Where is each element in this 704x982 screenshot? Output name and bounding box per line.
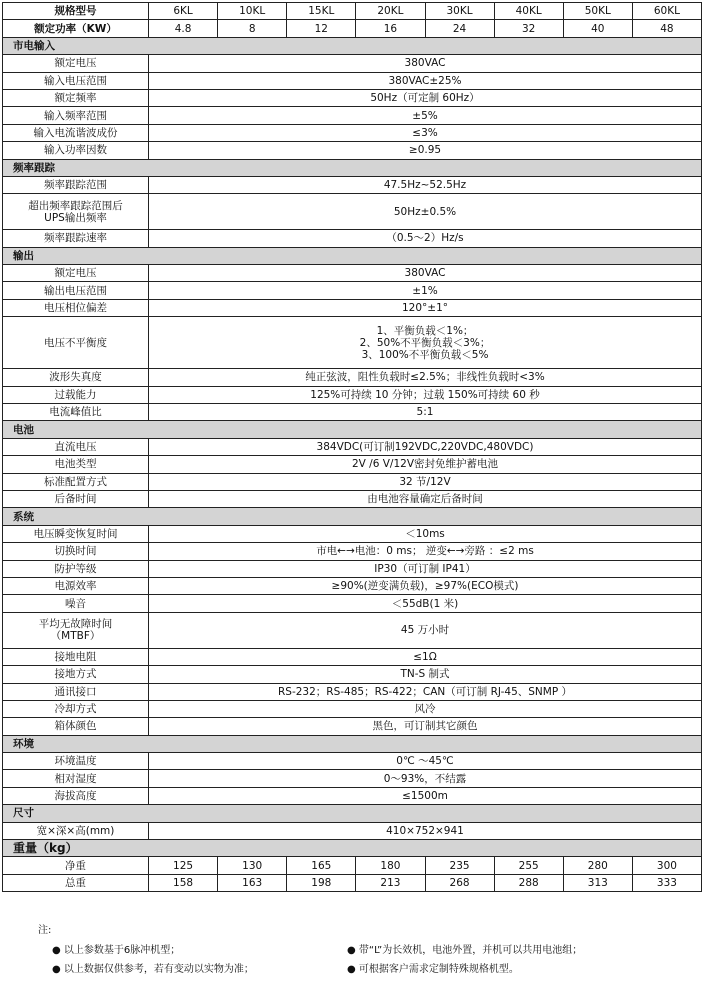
spec-label: 海拔高度 [3,787,149,804]
power-label: 额定功率（KW） [3,20,149,37]
section-title: 重量（kg） [3,840,702,857]
row-std_config [3,473,702,490]
section-title: 系统 [3,508,702,525]
row-humidity [3,770,702,787]
spec-label: 输出电压范围 [3,282,149,299]
model-cell: 30KL [425,3,494,20]
notes-left [52,944,254,982]
spec-label: 额定频率 [3,89,149,106]
spec-label: 后备时间 [3,490,149,507]
section-weight [3,840,702,857]
model-cell: 60KL [632,3,701,20]
row-battery_type [3,456,702,473]
spec-value: RS-232；RS-485；RS-422；CAN（可订制 RJ-45、SNMP ） [149,683,702,700]
power-cell: 32 [494,20,563,37]
row-cooling [3,700,702,717]
spec-value: 黑色，可订制其它颜色 [149,718,702,735]
spec-label: 接地方式 [3,666,149,683]
spec-label: 冷却方式 [3,700,149,717]
spec-label: 噪音 [3,595,149,612]
section-title: 市电输入 [3,37,702,54]
row-overload [3,386,702,403]
spec-label: 箱体颜色 [3,718,149,735]
spec-value: 32 节/12V [149,473,702,490]
model-cell: 15KL [287,3,356,20]
spec-label-line: （MTBF） [50,630,101,643]
weight-cell: 255 [494,857,563,874]
spec-value [149,317,702,369]
row-input_voltage_range [3,72,702,89]
power-cell: 48 [632,20,701,37]
section-output [3,247,702,264]
section-title: 尺寸 [3,805,702,822]
row-input_thd [3,124,702,141]
spec-label: 输入电压范围 [3,72,149,89]
row-transient_recovery [3,525,702,542]
section-title: 输出 [3,247,702,264]
row-gross_weight [3,874,702,891]
row-ups_out_freq [3,194,702,230]
spec-value: TN-S 制式 [149,666,702,683]
power-cell: 24 [425,20,494,37]
spec-label-line: 超出频率跟踪范围后 [28,199,123,212]
spec-label: 电压相位偏差 [3,299,149,316]
spec-value: 380VAC±25% [149,72,702,89]
power-cell: 8 [218,20,287,37]
note-item: ● 以上数据仅供参考，若有变动以实物为准； [52,964,254,975]
spec-value-line: 1、平衡负载＜1%； [376,324,474,337]
bullet-icon: ● [52,945,61,956]
row-dimensions [3,822,702,839]
spec-label: 电压瞬变恢复时间 [3,525,149,542]
notes-title: 注: [38,925,52,936]
spec-value: 380VAC [149,265,702,282]
section-freq [3,159,702,176]
spec-label [3,194,149,230]
row-grounding [3,666,702,683]
spec-value: 0℃ ～45℃ [149,753,702,770]
spec-label: 防护等级 [3,560,149,577]
spec-label-line: UPS输出频率 [44,211,107,224]
spec-value: ≤3% [149,124,702,141]
spec-value: 2V /6 V/12V密封免维护蓄电池 [149,456,702,473]
weight-cell: 268 [425,874,494,891]
row-model [3,3,702,20]
spec-label: 输入功率因数 [3,142,149,159]
spec-label-line: 平均无故障时间 [38,618,113,631]
spec-label: 频率跟踪范围 [3,176,149,193]
section-size [3,805,702,822]
row-color [3,718,702,735]
spec-label [3,612,149,648]
spec-value: 120°±1° [149,299,702,316]
row-input_freq_range [3,107,702,124]
spec-value: 0～93%，不结露 [149,770,702,787]
row-rated_freq [3,89,702,106]
spec-label: 电压不平衡度 [3,317,149,369]
spec-value: 由电池容量确定后备时间 [149,490,702,507]
section-title: 环境 [3,735,702,752]
spec-value: ≤1500m [149,787,702,804]
weight-cell: 163 [218,874,287,891]
spec-value: 45 万小时 [149,612,702,648]
note-item: ● 以上参数基于6脉冲机型； [52,945,181,956]
spec-label: 频率跟踪速率 [3,230,149,247]
model-cell: 6KL [149,3,218,20]
row-phase_offset [3,299,702,316]
row-transfer_time [3,543,702,560]
row-waveform_thd [3,369,702,386]
row-altitude [3,787,702,804]
model-cell: 10KL [218,3,287,20]
weight-cell: 130 [218,857,287,874]
spec-label: 相对湿度 [3,770,149,787]
model-label: 规格型号 [3,3,149,20]
row-rated_voltage [3,55,702,72]
weight-cell: 288 [494,874,563,891]
power-cell: 4.8 [149,20,218,37]
spec-label: 切换时间 [3,543,149,560]
row-ground_resistance [3,648,702,665]
spec-value-line: 2、50%不平衡负载＜3%； [359,336,491,349]
row-freq_track_rate [3,230,702,247]
power-cell: 40 [563,20,632,37]
spec-label: 环境温度 [3,753,149,770]
row-freq_track_range [3,176,702,193]
spec-value: ±1% [149,282,702,299]
spec-label: 波形失真度 [3,369,149,386]
spec-value: 380VAC [149,55,702,72]
row-noise [3,595,702,612]
spec-label: 电流峰值比 [3,404,149,421]
notes-right [347,944,582,982]
spec-value: 纯正弦波，阻性负载时≤2.5%；非线性负载时<3% [149,369,702,386]
spec-value: ±5% [149,107,702,124]
spec-value: ＜55dB(1 米) [149,595,702,612]
weight-cell: 333 [632,874,701,891]
spec-value: 47.5Hz~52.5Hz [149,176,702,193]
spec-value: 410×752×941 [149,822,702,839]
spec-value: ≥90%(逆变满负载)，≥97%(ECO模式) [149,577,702,594]
row-out_voltage_range [3,282,702,299]
bullet-icon: ● [347,964,356,975]
row-net_weight [3,857,702,874]
spec-value-line: 3、100%不平衡负载＜5% [361,348,489,361]
spec-value: （0.5～2）Hz/s [149,230,702,247]
spec-value: ≥0.95 [149,142,702,159]
spec-value: IP30（可订制 IP41） [149,560,702,577]
spec-label: 通讯接口 [3,683,149,700]
weight-cell: 213 [356,874,425,891]
spec-label: 直流电压 [3,438,149,455]
spec-label: 输入电流谐波成份 [3,124,149,141]
section-title: 电池 [3,421,702,438]
power-cell: 16 [356,20,425,37]
section-system [3,508,702,525]
spec-label: 额定电压 [3,55,149,72]
weight-cell: 180 [356,857,425,874]
note-item: ● 带“L”为长效机，电池外置，并机可以共用电池组； [347,945,583,956]
spec-label: 接地电阻 [3,648,149,665]
model-cell: 20KL [356,3,425,20]
spec-label: 标准配置方式 [3,473,149,490]
spec-label: 电源效率 [3,577,149,594]
spec-label: 净重 [3,857,149,874]
row-mtbf [3,612,702,648]
spec-label: 总重 [3,874,149,891]
power-cell: 12 [287,20,356,37]
spec-value: 50Hz（可定制 60Hz） [149,89,702,106]
row-power [3,20,702,37]
model-cell: 50KL [563,3,632,20]
spec-value: 125%可持续 10 分钟；过载 150%可持续 60 秒 [149,386,702,403]
spec-table [2,2,702,892]
row-comm [3,683,702,700]
note-item: ● 可根据客户需求定制特殊规格机型。 [347,964,519,975]
weight-cell: 158 [149,874,218,891]
spec-label: 额定电压 [3,265,149,282]
model-cell: 40KL [494,3,563,20]
section-battery [3,421,702,438]
spec-value: 市电←→电池：0 ms； 逆变←→旁路 ：≤2 ms [149,543,702,560]
bullet-icon: ● [52,964,61,975]
weight-cell: 280 [563,857,632,874]
row-unbalance [3,317,702,369]
section-env [3,735,702,752]
row-backup_time [3,490,702,507]
bullet-icon: ● [347,945,356,956]
row-efficiency [3,577,702,594]
row-out_rated_voltage [3,265,702,282]
section-title: 频率跟踪 [3,159,702,176]
weight-cell: 198 [287,874,356,891]
spec-value: 5:1 [149,404,702,421]
spec-value: ≤1Ω [149,648,702,665]
spec-value: 50Hz±0.5% [149,194,702,230]
spec-label: 宽×深×高(mm) [3,822,149,839]
weight-cell: 300 [632,857,701,874]
weight-cell: 165 [287,857,356,874]
section-mains [3,37,702,54]
spec-value: 384VDC(可订制192VDC,220VDC,480VDC) [149,438,702,455]
spec-value: ＜10ms [149,525,702,542]
row-protection [3,560,702,577]
spec-label: 电池类型 [3,456,149,473]
spec-label: 输入频率范围 [3,107,149,124]
row-input_pf [3,142,702,159]
row-crest_factor [3,404,702,421]
weight-cell: 125 [149,857,218,874]
weight-cell: 235 [425,857,494,874]
spec-label: 过载能力 [3,386,149,403]
row-dc_voltage [3,438,702,455]
weight-cell: 313 [563,874,632,891]
spec-value: 风冷 [149,700,702,717]
row-temp [3,753,702,770]
